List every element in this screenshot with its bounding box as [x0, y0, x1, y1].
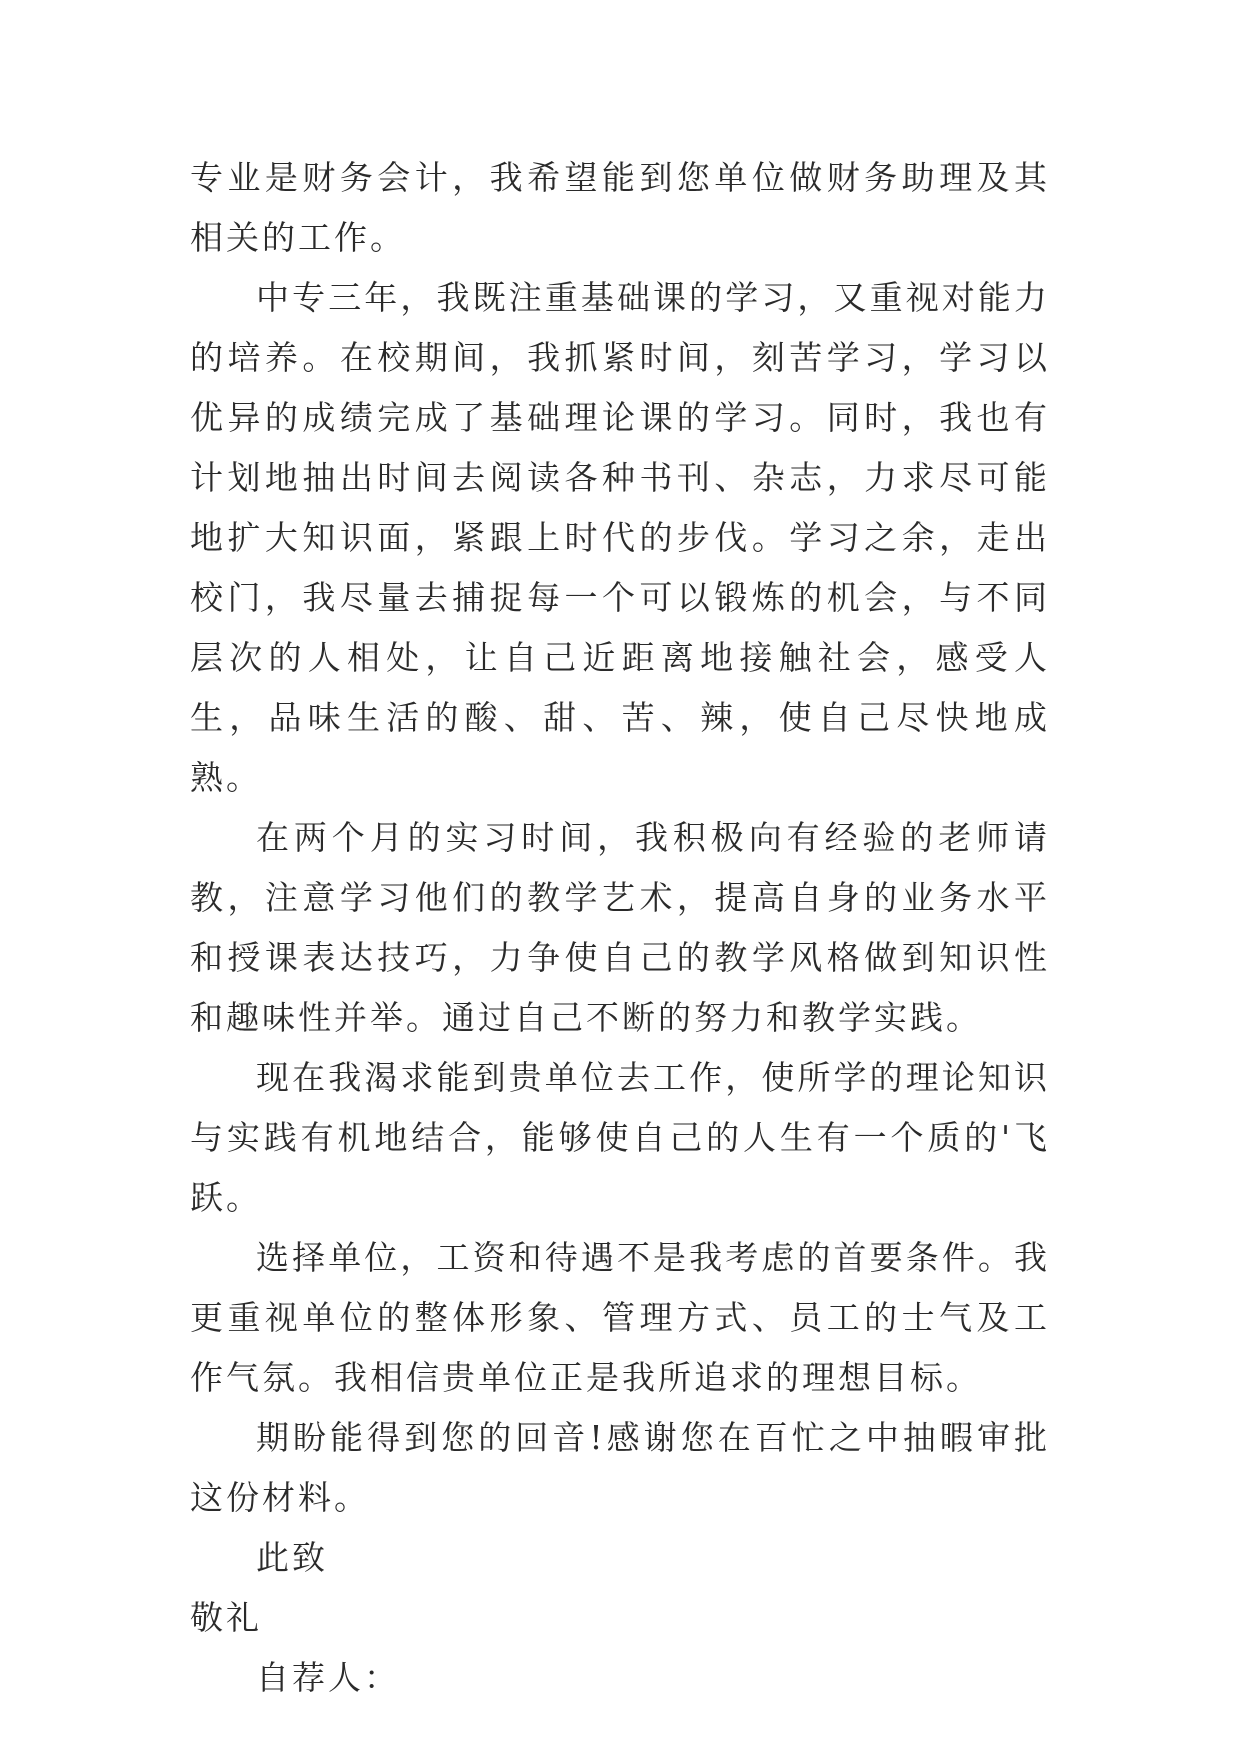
- paragraph-choice: 选择单位，工资和待遇不是我考虑的首要条件。我更重视单位的整体形象、管理方式、员工的士气及工作气氛。我相信贵单位正是我所追求的理想目标。: [190, 1238, 1050, 1397]
- paragraph-intro-continuation: 专业是财务会计，我希望能到您单位做财务助理及其相关的工作。: [190, 158, 1050, 257]
- paragraph-thanks: 期盼能得到您的回音!感谢您在百忙之中抽暇审批这份材料。: [190, 1418, 1050, 1517]
- salutation: 敬礼: [190, 1598, 262, 1637]
- paragraph-internship: 在两个月的实习时间，我积极向有经验的老师请教，注意学习他们的教学艺术，提高自身的业务水平和授课表达技巧，力争使自己的教学风格做到知识性和趣味性并举。通过自己不断的努力和教学实践。: [190, 818, 1050, 1037]
- letter-body: [190, 148, 1050, 1708]
- signature-label: 自荐人：: [256, 1658, 400, 1697]
- closing-phrase: 此致: [256, 1538, 328, 1577]
- paragraph-study: 中专三年，我既注重基础课的学习，又重视对能力的培养。在校期间，我抓紧时间，刻苦学习，学习以优异的成绩完成了基础理论课的学习。同时，我也有计划地抽出时间去阅读各种书刊、杂志，力求尽可能地扩大知识面，紧跟上时代的步伐。学习之余，走出校门，我尽量去捕捉每一个可以锻炼的机会，与不同层次的人相处，让自己近距离地接触社会，感受人生，品味生活的酸、甜、苦、辣，使自己尽快地成熟。: [190, 278, 1050, 797]
- paragraph-aspiration: 现在我渴求能到贵单位去工作，使所学的理论知识与实践有机地结合，能够使自己的人生有一个质的'飞跃。: [190, 1058, 1050, 1217]
